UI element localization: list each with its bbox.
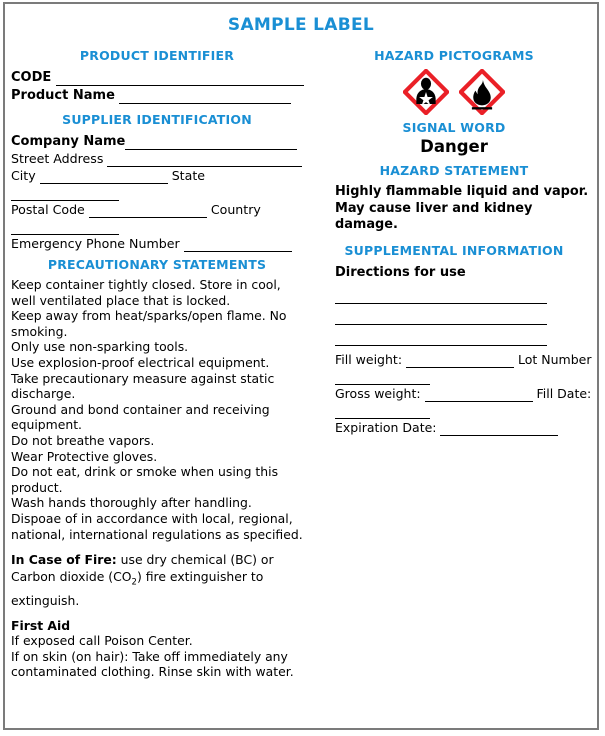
precautionary-statement-item: Do not eat, drink or smoke when using this product. bbox=[11, 464, 279, 495]
field-product-name bbox=[11, 86, 303, 104]
precautionary-statement-list bbox=[11, 277, 303, 542]
hazard-statement-item: May cause liver and kidney damage. bbox=[335, 200, 533, 232]
field-expiration-date-input[interactable] bbox=[440, 422, 558, 436]
field-state-input[interactable] bbox=[11, 187, 119, 201]
field-company-name bbox=[11, 132, 303, 150]
hazard-statement-item: Highly flammable liquid and vapor. bbox=[335, 184, 589, 199]
precautionary-statement-item: Use explosion-proof electrical equipment. bbox=[11, 354, 270, 370]
signal-word-value: Danger bbox=[420, 137, 488, 156]
precautionary-statement-item: Keep away from heat/sparks/open flame. No smoking. bbox=[11, 308, 287, 339]
field-gross-weight-label: Gross weight: bbox=[335, 385, 425, 401]
precautionary-statement-item: Ground and bond container and receiving equipment. bbox=[11, 401, 270, 433]
field-city-input[interactable] bbox=[40, 170, 168, 184]
in-case-of-fire-block bbox=[11, 551, 303, 608]
field-fill-date-input[interactable] bbox=[335, 405, 430, 419]
hazard-pictogram-row bbox=[311, 69, 597, 115]
precautionary-statement-item: Wear Protective gloves. bbox=[11, 448, 158, 464]
field-street-address bbox=[11, 150, 303, 167]
precautionary-statement-item: Only use non-sparking tools. bbox=[11, 339, 189, 355]
field-code-label: CODE bbox=[11, 70, 56, 85]
field-street-address-input[interactable] bbox=[107, 153, 302, 167]
field-country-input[interactable] bbox=[11, 221, 119, 235]
sample-label-sheet bbox=[3, 2, 599, 730]
field-fill-weight-input[interactable] bbox=[406, 354, 514, 368]
field-fill-date-row bbox=[311, 402, 597, 419]
first-aid-block bbox=[11, 618, 303, 680]
precautionary-statement-item: Dispoae of in accordance with local, regional, national, international regulations as specified. bbox=[11, 510, 303, 542]
first-aid-item: If on skin (on hair): Take off immediately any contaminated clothing. Rinse skin with water. bbox=[11, 648, 294, 680]
flame-pictogram bbox=[459, 69, 505, 115]
field-fill-date-label: Fill Date: bbox=[532, 385, 592, 401]
section-heading-hazard-pictograms: HAZARD PICTOGRAMS bbox=[374, 48, 534, 63]
field-lot-number-input[interactable] bbox=[335, 371, 430, 385]
field-lot-number-label: Lot Number bbox=[514, 351, 592, 367]
field-postal-country bbox=[11, 201, 303, 218]
field-gross-weight-fill-date bbox=[311, 385, 597, 402]
first-aid-label: First Aid bbox=[11, 617, 71, 633]
field-lot-number-row bbox=[311, 368, 597, 385]
field-product-name-label: Product Name bbox=[11, 88, 120, 103]
in-case-of-fire-label: In Case of Fire: bbox=[11, 552, 117, 568]
left-column bbox=[11, 48, 303, 680]
in-case-of-fire-text-b: ) fire extinguisher to extinguish. bbox=[11, 569, 264, 608]
field-emergency-phone-label: Emergency Phone Number bbox=[11, 236, 184, 251]
field-code bbox=[11, 68, 303, 86]
right-column bbox=[311, 48, 597, 436]
precautionary-statement-item: Wash hands thoroughly after handling. bbox=[11, 495, 252, 511]
directions-for-use-input[interactable] bbox=[335, 287, 547, 304]
field-postal-code-label: Postal Code bbox=[11, 202, 89, 217]
directions-for-use-input[interactable] bbox=[335, 329, 547, 346]
field-city-state bbox=[11, 167, 303, 184]
section-heading-supplier-identification: SUPPLIER IDENTIFICATION bbox=[62, 112, 252, 127]
field-state-label: State bbox=[167, 168, 206, 183]
field-company-name-input[interactable] bbox=[125, 136, 297, 150]
health-hazard-pictogram bbox=[403, 69, 449, 115]
field-expiration-date-label: Expiration Date: bbox=[335, 419, 441, 435]
field-company-name-label: Company Name bbox=[11, 134, 126, 149]
directions-for-use-input[interactable] bbox=[335, 308, 547, 325]
field-fill-weight-lot-number bbox=[311, 351, 597, 368]
field-city-label: City bbox=[11, 168, 40, 183]
section-heading-product-identifier: PRODUCT IDENTIFIER bbox=[79, 48, 235, 63]
field-expiration-date bbox=[311, 419, 597, 436]
field-state-row bbox=[11, 184, 303, 201]
field-country-label: Country bbox=[206, 202, 261, 217]
directions-for-use-label: Directions for use bbox=[335, 264, 466, 280]
co2-subscript: 2 bbox=[131, 577, 137, 588]
section-heading-hazard-statement: HAZARD STATEMENT bbox=[379, 163, 529, 178]
precautionary-statement-item: Do not breathe vapors. bbox=[11, 432, 155, 448]
section-heading-signal-word: SIGNAL WORD bbox=[402, 120, 506, 135]
field-fill-weight-label: Fill weight: bbox=[335, 351, 407, 367]
first-aid-item: If exposed call Poison Center. bbox=[11, 633, 193, 649]
section-heading-supplemental-information: SUPPLEMENTAL INFORMATION bbox=[344, 242, 564, 258]
field-product-name-input[interactable] bbox=[119, 90, 291, 104]
field-emergency-phone-input[interactable] bbox=[184, 238, 292, 252]
page-title: SAMPLE LABEL bbox=[227, 15, 375, 35]
in-case-of-fire-text-a: use dry chemical (BC) or Carbon dioxide (CO bbox=[11, 552, 274, 585]
field-postal-code-input[interactable] bbox=[89, 204, 207, 218]
field-street-address-label: Street Address bbox=[11, 151, 108, 166]
precautionary-statement-item: Take precautionary measure against static discharge. bbox=[11, 370, 275, 402]
field-country-row bbox=[11, 218, 303, 235]
field-code-input[interactable] bbox=[56, 72, 304, 86]
section-heading-precautionary-statements: PRECAUTIONARY STATEMENTS bbox=[47, 257, 267, 272]
field-emergency-phone bbox=[11, 235, 303, 252]
field-gross-weight-input[interactable] bbox=[425, 388, 533, 402]
precautionary-statement-item: Keep container tightly closed. Store in cool, well ventilated place that is locked. bbox=[11, 277, 281, 308]
